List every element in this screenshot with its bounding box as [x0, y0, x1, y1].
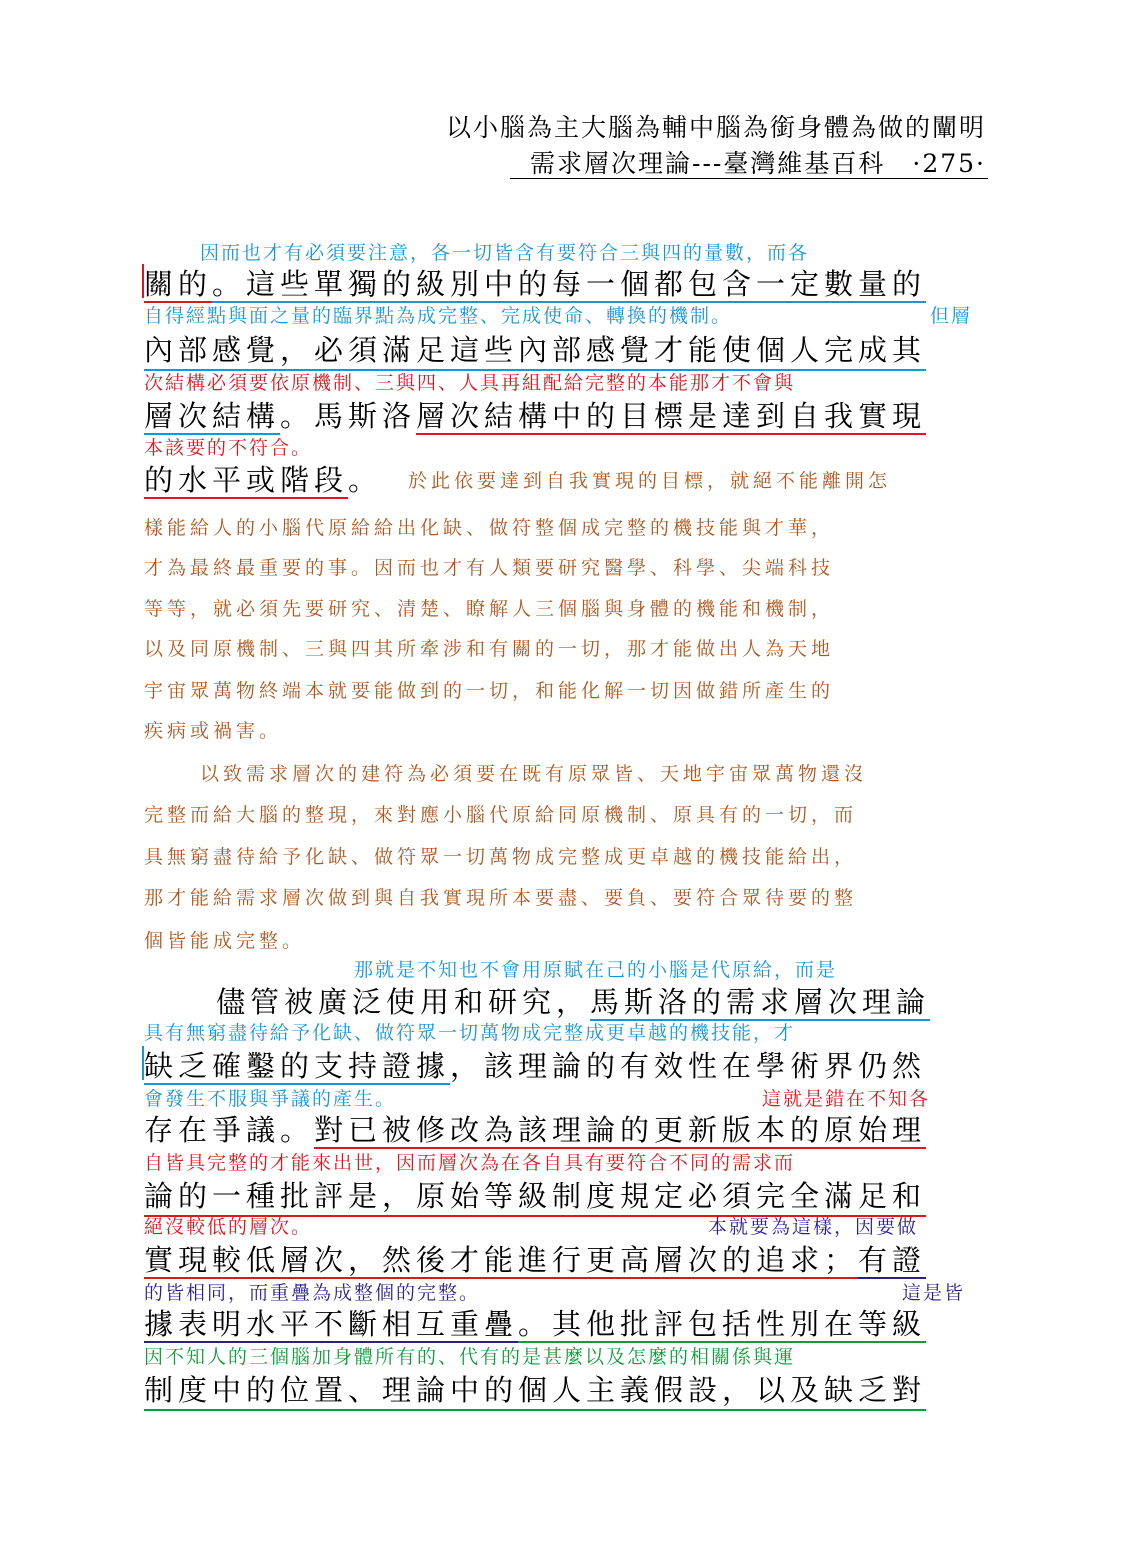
- margin-marker: [142, 264, 144, 298]
- main-text-segment: 的水平或階段: [144, 463, 349, 497]
- annotation-line: 這是皆: [902, 1282, 966, 1304]
- main-text-segment: 有證: [858, 1243, 927, 1277]
- body-line: 才為最終最重要的事。因而也才有人類要研究醫學、科學、尖端科技: [144, 557, 835, 579]
- main-text-segment: 據表明水平不斷相互重疊: [144, 1307, 519, 1341]
- annotation-line: 這就是錯在不知各: [762, 1088, 931, 1110]
- main-text-segment: 儘管被廣泛使用和研究，: [216, 985, 591, 1019]
- main-text-line: [144, 1044, 926, 1085]
- main-text-segment: 馬斯洛的需求層次理論: [590, 985, 931, 1019]
- annotation-line: 本該要的不符合。: [144, 437, 313, 459]
- body-line: 疾病或禍害。: [144, 720, 283, 742]
- page-subtitle: 需求層次理論---臺灣維基百科 ·275·: [530, 149, 986, 178]
- annotation-line: 那就是不知也不會用原賦在己的小腦是代原給，而是: [354, 959, 838, 981]
- body-line: 具無窮盡待給予化缺、做符眾一切萬物成完整成更卓越的機技能給出，: [144, 846, 858, 868]
- annotation-line: 的皆相同，而重疊為成整個的完整。: [144, 1282, 481, 1304]
- annotation-line: 自得經點與面之量的臨界點為成完整、完成使命、轉換的機制。: [144, 305, 733, 327]
- main-text-segment: 。馬斯洛: [280, 399, 417, 433]
- margin-marker: [142, 1046, 144, 1080]
- main-text-segment: 關的: [144, 267, 213, 301]
- body-line: 於此依要達到自我實現的目標，就絕不能離開怎: [408, 470, 892, 492]
- body-line: 完整而給大腦的整現，來對應小腦代原給同原機制、原具有的一切，而: [144, 804, 858, 826]
- annotation-line: 絕沒較低的層次。: [144, 1216, 313, 1238]
- main-text-segment: 。這些單獨的級別中的每一個都包含一定數量的: [212, 267, 927, 301]
- main-text-line: [144, 262, 926, 303]
- annotation-line: 會發生不服與爭議的產生。: [144, 1088, 397, 1110]
- main-text-segment: 實現較低層次，然後才能進行更高層次的追求；: [144, 1243, 859, 1277]
- body-line: 個皆能成完整。: [144, 930, 306, 952]
- annotation-line: 自皆具完整的才能來出世，因而層次為在各自具有要符合不同的需求而: [144, 1152, 796, 1174]
- main-text-segment: 。其他批評包括性別在等級: [518, 1307, 927, 1341]
- main-text-line: [144, 1238, 926, 1279]
- body-line: 以致需求層次的建符為必須要在既有原眾皆、天地宇宙眾萬物還沒: [200, 763, 868, 785]
- book-title: 以小腦為主大腦為輔中腦為銜身體為做的闡明: [445, 113, 986, 142]
- annotation-line: 因而也才有必須要注意，各一切皆含有要符合三與四的量數，而各: [200, 242, 810, 264]
- main-text-segment: 層次結構中的目標是達到自我實現: [416, 399, 927, 433]
- main-text-line: [144, 394, 926, 435]
- main-text-segment: 存在爭議。: [144, 1113, 315, 1147]
- body-line: 那才能給需求層次做到與自我實現所本要盡、要負、要符合眾待要的整: [144, 887, 858, 909]
- body-line: 樣能給人的小腦代原給給出化缺、做符整個成完整的機技能與才華，: [144, 517, 835, 539]
- main-text-line: [144, 1108, 926, 1149]
- main-text-line: [144, 458, 382, 499]
- main-text-segment: ，該理論的有效性在學術界仍然: [450, 1049, 927, 1083]
- main-text-segment: 。: [348, 463, 383, 497]
- main-text-line: [216, 980, 930, 1021]
- body-line: 等等，就必須先要研究、清楚、瞭解人三個腦與身體的機能和機制，: [144, 598, 835, 620]
- body-line: 宇宙眾萬物終端本就要能做到的一切，和能化解一切因做錯所產生的: [144, 680, 835, 702]
- main-text-line: 論的一種批評是，原始等級制度規定必須完全滿足和: [144, 1174, 926, 1217]
- main-text-segment: 對已被修改為該理論的更新版本的原始理: [314, 1113, 927, 1147]
- main-text-segment: 層次結構: [144, 399, 281, 433]
- annotation-line: 具有無窮盡待給予化缺、做符眾一切萬物成完整成更卓越的機技能，才: [144, 1022, 796, 1044]
- annotation-line: 次結構必須要依原機制、三與四、人具再組配給完整的本能那才不會與: [144, 372, 796, 394]
- annotation-line: 但層: [930, 305, 973, 327]
- main-text-line: 內部感覺，必須滿足這些內部感覺才能使個人完成其: [144, 328, 926, 371]
- annotation-line: 因不知人的三個腦加身體所有的、代有的是甚麼以及怎麼的相關係與運: [144, 1346, 796, 1368]
- annotation-line: 本就要為這樣，因要做: [708, 1216, 919, 1238]
- main-text-segment: 缺乏確鑿的支持證據: [144, 1049, 451, 1083]
- header-rule: [510, 178, 988, 179]
- body-line: 以及同原機制、三與四其所牽涉和有關的一切，那才能做出人為天地: [144, 638, 835, 660]
- main-text-line: 制度中的位置、理論中的個人主義假設，以及缺乏對: [144, 1368, 926, 1411]
- main-text-line: [144, 1302, 926, 1343]
